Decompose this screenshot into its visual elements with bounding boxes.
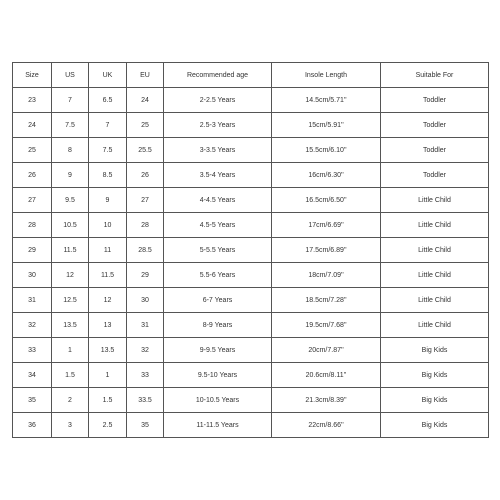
cell-suitable-for: Big Kids <box>381 363 489 388</box>
cell-suitable-for: Toddler <box>381 88 489 113</box>
cell-size: 36 <box>13 413 52 438</box>
cell-insole-length: 18.5cm/7.28'' <box>272 288 381 313</box>
cell-uk: 13 <box>89 313 127 338</box>
cell-eu: 26 <box>127 163 164 188</box>
cell-eu: 29 <box>127 263 164 288</box>
cell-suitable-for: Little Child <box>381 188 489 213</box>
cell-size: 35 <box>13 388 52 413</box>
table-row <box>13 188 489 213</box>
cell-uk: 7 <box>89 113 127 138</box>
header-us: US <box>52 63 89 88</box>
cell-eu: 25.5 <box>127 138 164 163</box>
cell-uk: 2.5 <box>89 413 127 438</box>
cell-recommended-age: 9-9.5 Years <box>164 338 272 363</box>
cell-insole-length: 14.5cm/5.71'' <box>272 88 381 113</box>
cell-insole-length: 17cm/6.69'' <box>272 213 381 238</box>
table-row <box>13 388 489 413</box>
table-row <box>13 263 489 288</box>
cell-us: 10.5 <box>52 213 89 238</box>
table-row <box>13 313 489 338</box>
cell-us: 7.5 <box>52 113 89 138</box>
cell-recommended-age: 2-2.5 Years <box>164 88 272 113</box>
cell-uk: 1.5 <box>89 388 127 413</box>
cell-insole-length: 17.5cm/6.89'' <box>272 238 381 263</box>
cell-size: 24 <box>13 113 52 138</box>
cell-uk: 9 <box>89 188 127 213</box>
table-row <box>13 413 489 438</box>
cell-insole-length: 22cm/8.66'' <box>272 413 381 438</box>
cell-size: 29 <box>13 238 52 263</box>
cell-recommended-age: 5.5-6 Years <box>164 263 272 288</box>
cell-recommended-age: 3-3.5 Years <box>164 138 272 163</box>
cell-size: 33 <box>13 338 52 363</box>
cell-recommended-age: 8-9 Years <box>164 313 272 338</box>
cell-eu: 30 <box>127 288 164 313</box>
cell-size: 31 <box>13 288 52 313</box>
cell-recommended-age: 5-5.5 Years <box>164 238 272 263</box>
cell-us: 9 <box>52 163 89 188</box>
cell-uk: 11 <box>89 238 127 263</box>
table-row <box>13 113 489 138</box>
table-row <box>13 88 489 113</box>
table-row <box>13 213 489 238</box>
cell-size: 28 <box>13 213 52 238</box>
table-row <box>13 288 489 313</box>
table-header <box>13 63 489 88</box>
cell-insole-length: 21.3cm/8.39'' <box>272 388 381 413</box>
cell-uk: 12 <box>89 288 127 313</box>
cell-suitable-for: Little Child <box>381 288 489 313</box>
cell-suitable-for: Toddler <box>381 138 489 163</box>
table-row <box>13 363 489 388</box>
cell-insole-length: 16cm/6.30'' <box>272 163 381 188</box>
cell-us: 9.5 <box>52 188 89 213</box>
cell-suitable-for: Toddler <box>381 113 489 138</box>
cell-eu: 33.5 <box>127 388 164 413</box>
cell-suitable-for: Toddler <box>381 163 489 188</box>
cell-uk: 6.5 <box>89 88 127 113</box>
cell-eu: 27 <box>127 188 164 213</box>
cell-size: 34 <box>13 363 52 388</box>
cell-suitable-for: Big Kids <box>381 413 489 438</box>
cell-size: 26 <box>13 163 52 188</box>
cell-size: 27 <box>13 188 52 213</box>
cell-suitable-for: Little Child <box>381 263 489 288</box>
header-uk: UK <box>89 63 127 88</box>
cell-size: 30 <box>13 263 52 288</box>
cell-suitable-for: Little Child <box>381 313 489 338</box>
cell-us: 12.5 <box>52 288 89 313</box>
cell-recommended-age: 6-7 Years <box>164 288 272 313</box>
cell-insole-length: 18cm/7.09'' <box>272 263 381 288</box>
cell-insole-length: 15cm/5.91'' <box>272 113 381 138</box>
cell-eu: 24 <box>127 88 164 113</box>
cell-size: 23 <box>13 88 52 113</box>
header-insole-length: Insole Length <box>272 63 381 88</box>
cell-eu: 32 <box>127 338 164 363</box>
cell-us: 2 <box>52 388 89 413</box>
table-body <box>13 88 489 438</box>
cell-uk: 7.5 <box>89 138 127 163</box>
table-row <box>13 338 489 363</box>
cell-suitable-for: Big Kids <box>381 338 489 363</box>
cell-uk: 11.5 <box>89 263 127 288</box>
cell-us: 3 <box>52 413 89 438</box>
header-eu: EU <box>127 63 164 88</box>
cell-recommended-age: 11-11.5 Years <box>164 413 272 438</box>
header-recommended-age: Recommended age <box>164 63 272 88</box>
header-row <box>13 63 489 88</box>
cell-suitable-for: Big Kids <box>381 388 489 413</box>
cell-recommended-age: 10-10.5 Years <box>164 388 272 413</box>
cell-us: 12 <box>52 263 89 288</box>
table-row <box>13 238 489 263</box>
size-chart-table <box>12 62 489 438</box>
cell-eu: 33 <box>127 363 164 388</box>
table-row <box>13 163 489 188</box>
cell-uk: 8.5 <box>89 163 127 188</box>
cell-us: 7 <box>52 88 89 113</box>
cell-recommended-age: 2.5-3 Years <box>164 113 272 138</box>
header-size: Size <box>13 63 52 88</box>
cell-us: 13.5 <box>52 313 89 338</box>
header-suitable-for: Suitable For <box>381 63 489 88</box>
cell-uk: 10 <box>89 213 127 238</box>
cell-uk: 13.5 <box>89 338 127 363</box>
cell-uk: 1 <box>89 363 127 388</box>
cell-us: 11.5 <box>52 238 89 263</box>
cell-eu: 25 <box>127 113 164 138</box>
cell-size: 25 <box>13 138 52 163</box>
cell-recommended-age: 4.5-5 Years <box>164 213 272 238</box>
cell-insole-length: 15.5cm/6.10'' <box>272 138 381 163</box>
cell-insole-length: 19.5cm/7.68'' <box>272 313 381 338</box>
cell-us: 8 <box>52 138 89 163</box>
cell-insole-length: 16.5cm/6.50'' <box>272 188 381 213</box>
cell-insole-length: 20.6cm/8.11'' <box>272 363 381 388</box>
cell-eu: 28.5 <box>127 238 164 263</box>
cell-eu: 28 <box>127 213 164 238</box>
cell-recommended-age: 9.5-10 Years <box>164 363 272 388</box>
cell-eu: 31 <box>127 313 164 338</box>
table-row <box>13 138 489 163</box>
cell-recommended-age: 4-4.5 Years <box>164 188 272 213</box>
cell-suitable-for: Little Child <box>381 213 489 238</box>
cell-us: 1.5 <box>52 363 89 388</box>
cell-insole-length: 20cm/7.87'' <box>272 338 381 363</box>
cell-eu: 35 <box>127 413 164 438</box>
cell-recommended-age: 3.5-4 Years <box>164 163 272 188</box>
cell-us: 1 <box>52 338 89 363</box>
cell-size: 32 <box>13 313 52 338</box>
cell-suitable-for: Little Child <box>381 238 489 263</box>
